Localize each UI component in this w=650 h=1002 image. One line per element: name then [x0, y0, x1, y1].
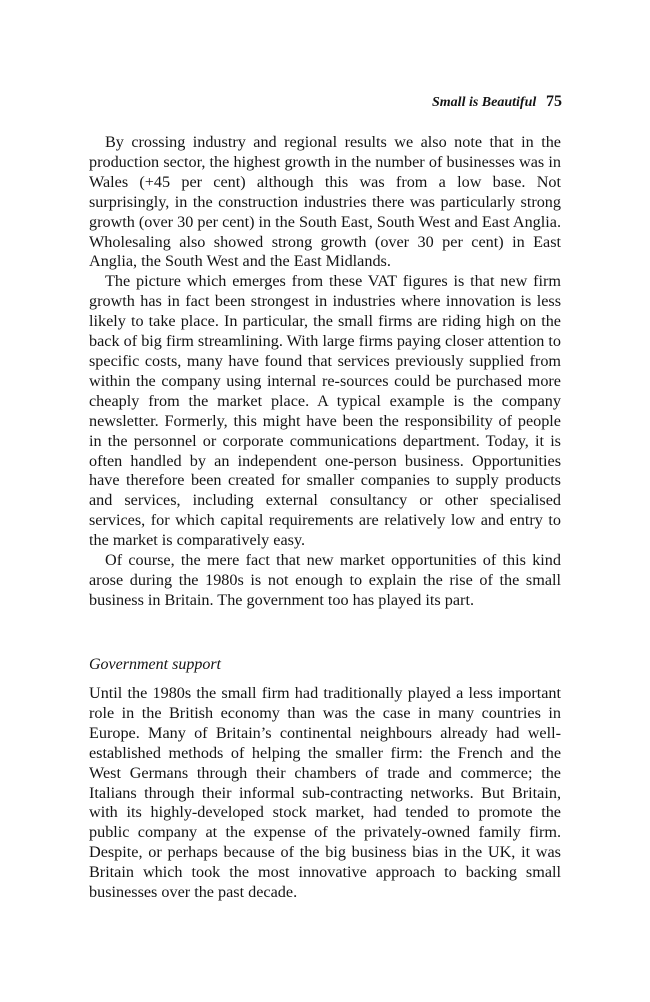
- paragraph: By crossing industry and regional results we also note that in the production sector, the highest growth in the number of businesses was in Wales (+45 per cent) although this was from a low base. Not surprisingly, in the construction industries there was particularly strong growth (over 30 per cent) in the South East, South West and East Anglia. Wholesaling also showed strong growth (over 30 per cent) in East Anglia, the South West and the East Midlands.: [89, 133, 561, 271]
- running-title: Small is Beautiful: [432, 95, 537, 110]
- section-heading: Government support: [89, 656, 221, 673]
- body-text-section-2: [89, 684, 561, 903]
- running-head: [432, 92, 562, 113]
- page-number: 75: [546, 93, 562, 110]
- body-text-section-1: [89, 133, 561, 611]
- paragraph: Until the 1980s the small firm had traditionally played a less important role in the British economy than was the case in many countries in Europe. Many of Britain’s continental neighbours already had well-established methods of helping the smaller firm: the French and the West Germans through their chambers of trade and commerce; the Italians through their informal sub-contracting networks. But Britain, with its highly-developed stock market, had tended to promote the public company at the expense of the privately-owned family firm. Despite, or perhaps because of the big business bias in the UK, it was Britain which took the most innovative approach to backing small businesses over the past decade.: [89, 684, 561, 902]
- paragraph: Of course, the mere fact that new market opportunities of this kind arose during the 1980s is not enough to explain the rise of the small business in Britain. The government too has played its part.: [89, 551, 561, 609]
- paragraph: The picture which emerges from these VAT figures is that new firm growth has in fact been strongest in industries where innovation is less likely to take place. In particular, the small firms are riding high on the back of big firm streamlining. With large firms paying closer attention to specific costs, many have found that services previously supplied from within the company using internal re-sources could be purchased more cheaply from the market place. A typical example is the company newsletter. Formerly, this might have been the responsibility of people in the personnel or corporate communications department. Today, it is often handled by an independent one-person business. Opportunities have therefore been created for smaller companies to supply products and services, including external consultancy or other specialised services, for which capital requirements are relatively low and entry to the market is comparatively easy.: [89, 272, 561, 550]
